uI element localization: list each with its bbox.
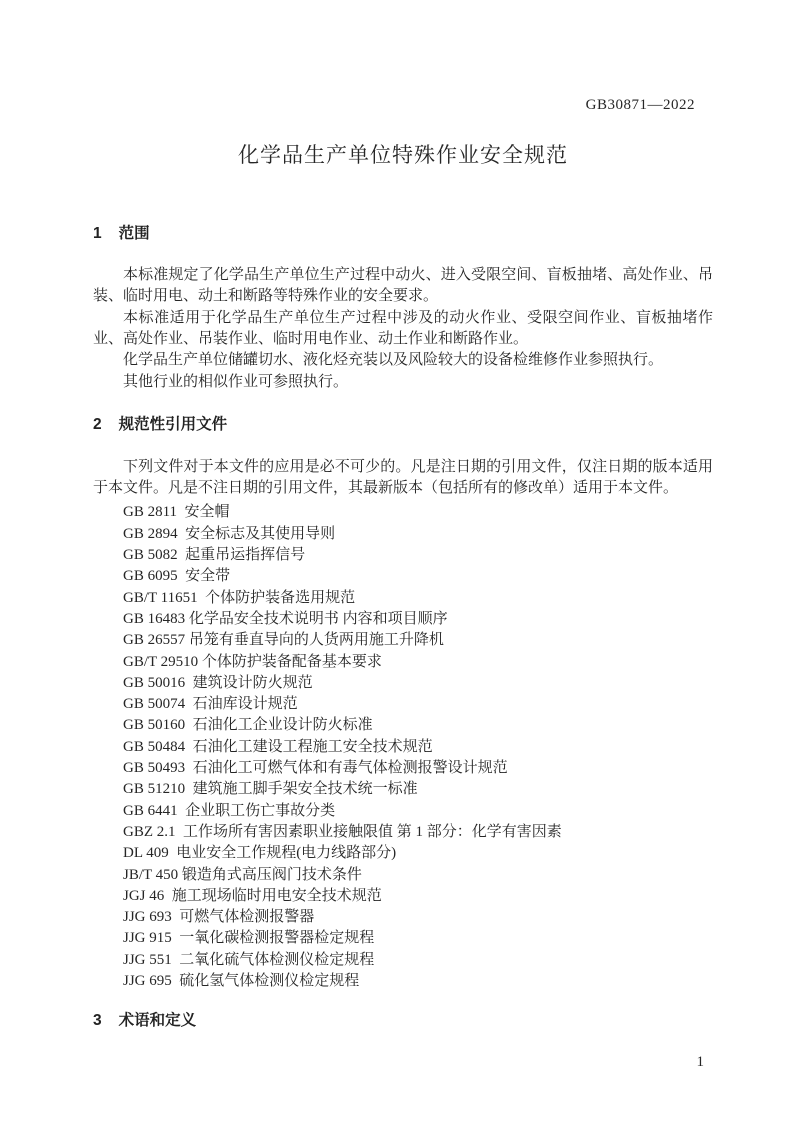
- reference-item: GB 16483 化学品安全技术说明书 内容和项目顺序: [123, 610, 448, 627]
- reference-item: GB 5082 起重吊运指挥信号: [123, 547, 306, 564]
- references-intro-paragraph: 下列文件对于本文件的应用是必不可少的。凡是注日期的引用文件，仅注日期的版本适用于本文件。凡是不注日期的引用文件，其最新版本（包括所有的修改单）适用于本文件。: [93, 458, 713, 497]
- section-2-heading: [93, 414, 713, 435]
- reference-item: GB 2894 安全标志及其使用导则: [123, 525, 336, 542]
- section-3-title: 术语和定义: [118, 1012, 197, 1030]
- scope-paragraph-2: 本标准适用于化学品生产单位生产过程中涉及的动火作业、受限空间作业、盲板抽堵作业、高处作业、吊装作业、临时用电作业、动土作业和断路作业。: [93, 309, 713, 348]
- section-3-number: 3: [93, 1012, 102, 1030]
- scope-paragraph-1: 本标准规定了化学品生产单位生产过程中动火、进入受限空间、盲板抽堵、高处作业、吊装、临时用电、动土和断路等特殊作业的安全要求。: [93, 266, 713, 305]
- reference-item: JJG 915 一氧化碳检测报警器检定规程: [123, 930, 375, 947]
- section-3-heading: [93, 1010, 713, 1031]
- section-2-number: 2: [93, 416, 102, 434]
- reference-list: [93, 502, 713, 992]
- standard-number: GB30871—2022: [585, 97, 695, 113]
- section-1-number: 1: [93, 225, 102, 243]
- reference-item: JJG 551 二氧化硫气体检测仪检定规程: [123, 951, 375, 968]
- section-1-heading: [93, 223, 713, 244]
- reference-item: GB 50074 石油库设计规范: [123, 696, 298, 713]
- section-1-title: 范围: [118, 225, 150, 243]
- scope-paragraph-3: 化学品生产单位储罐切水、液化烃充装以及风险较大的设备检维修作业参照执行。: [123, 352, 664, 369]
- section-2-title: 规范性引用文件: [118, 416, 228, 434]
- reference-item: GB 2811 安全帽: [123, 504, 230, 521]
- reference-item: GB 6441 企业职工伤亡事故分类: [123, 802, 336, 819]
- reference-item: DL 409 电业安全工作规程(电力线路部分): [123, 845, 397, 862]
- reference-item: GB 26557 吊笼有垂直导向的人货两用施工升降机: [123, 632, 444, 649]
- scope-paragraph-4: 其他行业的相似作业可参照执行。: [123, 373, 349, 390]
- section-2-intro: [93, 457, 713, 500]
- document-title: 化学品生产单位特殊作业安全规范: [238, 143, 568, 168]
- reference-item: GB 51210 建筑施工脚手架安全技术统一标准: [123, 781, 418, 798]
- page-footer: [697, 1052, 705, 1073]
- reference-item: GBZ 2.1 工作场所有害因素职业接触限值 第 1 部分：化学有害因素: [123, 823, 562, 840]
- reference-item: GB 6095 安全带: [123, 568, 231, 585]
- reference-item: GB 50493 石油化工可燃气体和有毒气体检测报警设计规范: [123, 760, 508, 777]
- reference-item: JJG 693 可燃气体检测报警器: [123, 909, 315, 926]
- reference-item: GB 50016 建筑设计防火规范: [123, 674, 313, 691]
- reference-item: GB/T 11651 个体防护装备选用规范: [123, 589, 356, 606]
- page-number: 1: [696, 1054, 704, 1070]
- reference-item: GB 50160 石油化工企业设计防火标准: [123, 717, 373, 734]
- section-1-body: [93, 265, 713, 393]
- reference-item: JJG 695 硫化氢气体检测仪检定规程: [123, 973, 360, 989]
- reference-item: JGJ 46 施工现场临时用电安全技术规范: [123, 887, 382, 904]
- reference-item: GB/T 29510 个体防护装备配备基本要求: [123, 653, 382, 670]
- reference-item: JB/T 450 锻造角式高压阀门技术条件: [123, 866, 362, 883]
- reference-item: GB 50484 石油化工建设工程施工安全技术规范: [123, 738, 433, 755]
